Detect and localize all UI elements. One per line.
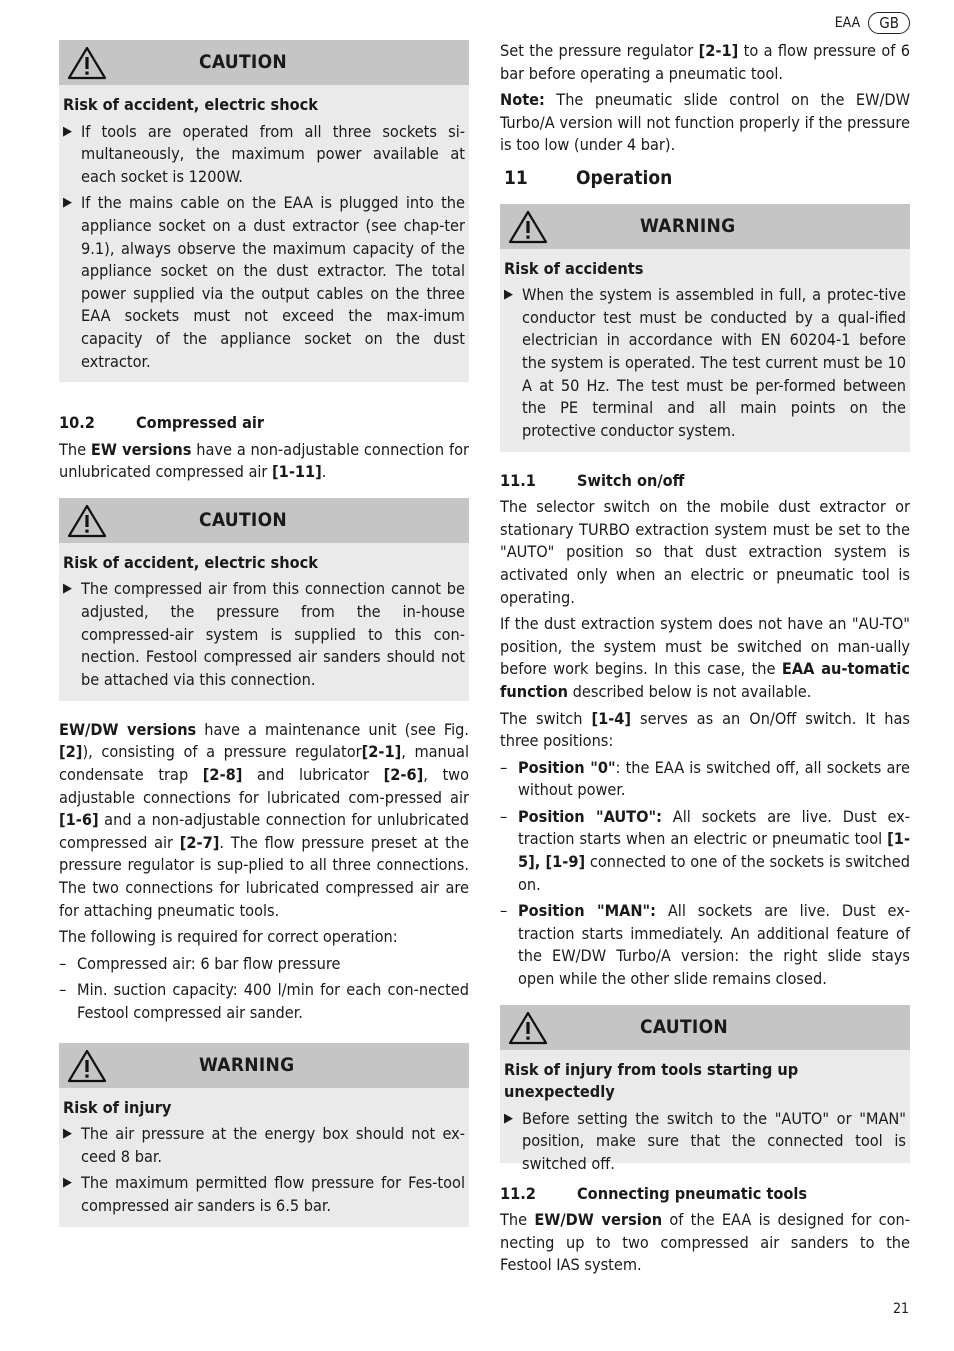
paragraph-following: The following is required for correct operation: [59, 927, 398, 947]
language-badge: GB [868, 12, 910, 34]
paragraph-ewdw-version: The EW/DW version of the EAA is designed for con-necting up to two compressed air sanders to the Festool IAS system. [500, 1210, 910, 1275]
paragraph-selector-switch: The selector switch on the mobile dust extractor or stationary TURBO extraction system must be set to the "AUTO" position so that dust extraction system is activated only when an electric or pneumatic tool is operating. [500, 497, 910, 607]
arrow-right-icon: ▶ [63, 195, 72, 211]
list-item: – Compressed air: 6 bar flow pressure [59, 953, 341, 973]
caution-box-electric-shock-2 [59, 498, 469, 701]
arrow-right-icon: ▶ [63, 581, 72, 597]
section-heading-11-2: 11.2 Connecting pneumatic tools [500, 1183, 808, 1203]
warning-triangle-icon [508, 1011, 548, 1045]
list-item-position-auto: – Position "AUTO": All sockets are live. Dust ex-traction starts when an electric or pneumatic tool [1-5], [1-9] connected to one of the sockets is switched on. [500, 806, 910, 894]
product-code: EAA [834, 15, 861, 31]
arrow-right-icon: ▶ [63, 1126, 72, 1142]
risk-subtitle: Risk of accident, electric shock [63, 552, 318, 572]
caution-title: CAUTION [199, 508, 288, 531]
warning-triangle-icon [67, 504, 107, 538]
list-item: – Min. suction capacity: 400 l/min for each con-nected Festool compressed air sander. [59, 980, 469, 1022]
bullet-item: ▶ The maximum permitted flow pressure for Fes-tool compressed air sanders is 6.5 bar. [63, 1173, 465, 1215]
list-item-position-man: – Position "MAN": All sockets are live. Dust ex-traction starts immediately. An additional feature of the EW/DW Turbo/A version: the right slide stays open while the other slide remains closed. [500, 901, 911, 989]
paragraph-set-pressure: Set the pressure regulator [2-1] to a flow pressure of 6 bar before operating a pneumatic tool. [500, 41, 910, 83]
bullet-item: ▶ The compressed air from this connection cannot be adjusted, the pressure from the in-house compressed-air system is supplied to this con-nection. Festool compressed air sanders should not be attached via this connection. [63, 579, 465, 689]
caution-title: CAUTION [640, 1015, 729, 1038]
bullet-item: ▶ When the system is assembled in full, a protec-tive conductor test must be conducted by a qual-ified electrician in accordance with EN 60204-1 before the system is operated. The test current must be 10 A at 50 Hz. The test must be per-formed between the PE terminal and all main points on the protective conductor system. [504, 285, 906, 440]
risk-subtitle: Risk of injury [63, 1097, 172, 1117]
caution-box-electric-shock-1 [59, 40, 469, 382]
warning-title: WARNING [199, 1053, 295, 1076]
paragraph-no-auto: If the dust extraction system does not have an "AU-TO" position, the system must be switched on man-ually before work begins. In this case, the EAA au-tomatic function described below is not available. [500, 614, 910, 701]
section-heading-11: 11 Operation [504, 166, 673, 189]
caution-box-unexpected-start [500, 1005, 910, 1173]
bullet-item: ▶ The air pressure at the energy box should not ex-ceed 8 bar. [63, 1124, 465, 1166]
page-number: 21 [892, 1301, 909, 1317]
caution-box-header [59, 40, 469, 85]
risk-subtitle: Risk of accidents [504, 258, 644, 278]
arrow-right-icon: ▶ [63, 1175, 72, 1191]
arrow-right-icon: ▶ [63, 123, 72, 139]
warning-box-accidents [500, 204, 910, 452]
page-header [835, 12, 910, 35]
paragraph-switch: The switch [1-4] serves as an On/Off switch. It has three positions: [500, 708, 911, 751]
bullet-item: ▶ Before setting the switch to the "AUTO" or "MAN" position, make sure that the connected tool is switched off. [504, 1108, 906, 1173]
risk-subtitle: Risk of injury from tools starting up unexpectedly [504, 1059, 799, 1102]
arrow-right-icon: ▶ [504, 287, 513, 303]
risk-subtitle: Risk of accident, electric shock [63, 95, 318, 114]
section-heading-10-2: 10.2 Compressed air [59, 413, 265, 432]
bullet-item: ▶ If the mains cable on the EAA is plugged into the appliance socket on a dust extractor (see chap-ter 9.1), always observe the maximum capacity of the appliance socket on the dust extractor. The total power supplied via the output cables on the three EAA sockets must not exceed the max-imum capacity of the appliance socket on the dust extractor. [63, 193, 465, 371]
paragraph-note: Note: The pneumatic slide control on the EW/DW Turbo/A version will not function properly if the pressure is too low (under 4 bar). [500, 90, 910, 155]
right-column [500, 40, 910, 1281]
paragraph-ewdw-versions: EW/DW versions have a maintenance unit (see Fig.[2]), consisting of a pressure regulator[2-1], manual condensate trap [2-8] and lubricator [2-6], two adjustable connections for lubricated com-pressed air [1-6] and a non-adjustable connection for unlubricated compressed air [2-7]. The flow pressure preset at the pressure regulator is sup-plied to all three connections. The two connections for lubricated compressed air are for attaching pneumatic tools. [59, 719, 469, 920]
warning-triangle-icon [67, 1049, 107, 1083]
list-item-position-0: – Position "0": the EAA is switched off, all sockets are without power. [500, 757, 910, 800]
paragraph-ew-versions: The EW versions have a non-adjustable connection for unlubricated compressed air [1-11]. [59, 439, 469, 482]
warning-triangle-icon [67, 46, 107, 80]
left-column [59, 40, 469, 1241]
caution-title: CAUTION [199, 51, 288, 73]
warning-triangle-icon [508, 210, 548, 244]
warning-box-injury [59, 1043, 469, 1227]
section-heading-11-1: 11.1 Switch on/off [500, 470, 685, 490]
warning-title: WARNING [640, 214, 736, 237]
bullet-item: ▶ If tools are operated from all three sockets si-multaneously, the maximum power available at each socket is 1200W. [63, 121, 465, 186]
arrow-right-icon: ▶ [504, 1110, 513, 1126]
